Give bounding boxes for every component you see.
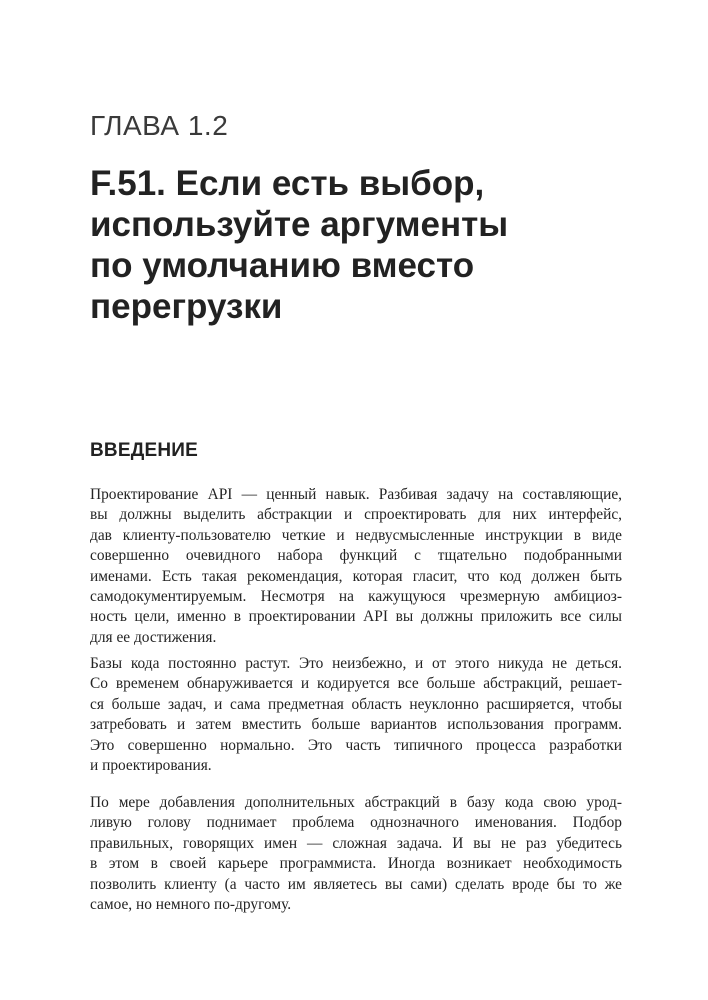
paragraph-line: Базы кода постоянно растут. Это неизбежно, и от этого никуда не деться. <box>90 655 622 672</box>
paragraph-line: ность цели, именно в проектировании API вы должны приложить все силы <box>90 608 622 626</box>
chapter-title-line: перегрузки <box>90 287 283 326</box>
paragraph-line: позволить клиенту (а часто им являетесь вы сами) сделать вроде бы то же <box>90 875 622 893</box>
chapter-label: ГЛАВА 1.2 <box>90 110 229 141</box>
paragraph-line: совершенно очевидного набора функций с тщательно подобранными <box>90 547 622 565</box>
paragraph-line: Со временем обнаруживается и кодируется все больше абстракций, решает- <box>90 675 622 693</box>
paragraph <box>90 485 622 648</box>
paragraph-line: в этом в своей карьере программиста. Иногда возникает необходимость <box>90 855 622 873</box>
paragraph-line: самодокументируемым. Несмотря на кажущуюся чрезмерную амбициоз- <box>90 588 622 606</box>
paragraph-line: и проектирования. <box>90 757 212 775</box>
paragraph-line: для ее достижения. <box>90 628 217 646</box>
paragraph-line: Проектирование API — ценный навык. Разбивая задачу на составляющие, <box>90 486 622 503</box>
paragraph-line: По мере добавления дополнительных абстракций в базу кода свою урод- <box>90 794 622 811</box>
paragraph-line: самое, но немного по-другому. <box>90 896 292 914</box>
paragraph-line: правильных, говорящих имен — сложная задача. И вы не раз убедитесь <box>90 834 622 852</box>
paragraph-line: вы должны выделить абстракции и спроектировать для них интерфейс, <box>90 506 622 524</box>
chapter-title <box>90 163 610 327</box>
paragraph-line: затребовать и затем вместить больше вариантов использования программ. <box>90 716 622 734</box>
paragraph-line: дав клиенту-пользователю четкие и недвусмысленные инструкции в виде <box>90 526 622 544</box>
chapter-title-line: по умолчанию вместо <box>90 246 475 285</box>
paragraph-line: именами. Есть такая рекомендация, которая гласит, что код должен быть <box>90 567 622 585</box>
section-heading: ВВЕДЕНИЕ <box>90 440 198 461</box>
paragraph <box>90 654 622 776</box>
paragraph-line: ливую голову поднимает проблема однозначного именования. Подбор <box>90 814 622 832</box>
paragraph-line: Это совершенно нормально. Это часть типичного процесса разработки <box>90 736 622 754</box>
paragraph <box>90 793 622 915</box>
chapter-title-line: F.51. Если есть выбор, <box>90 164 485 203</box>
chapter-title-line: используйте аргументы <box>90 205 509 244</box>
paragraph-line: ся больше задач, и сама предметная область неуклонно расширяется, чтобы <box>90 695 622 713</box>
